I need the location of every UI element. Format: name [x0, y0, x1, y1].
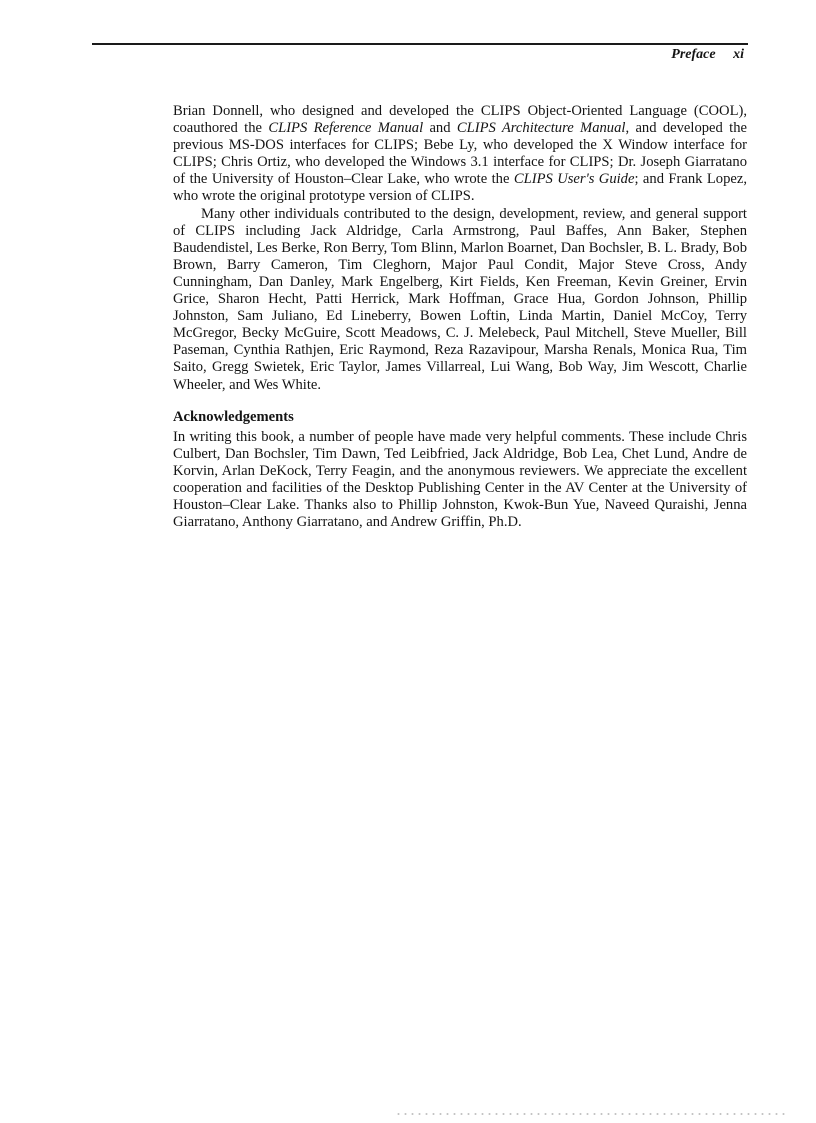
text-run: , and developed the previous MS-DOS interfaces for CLIPS; Bebe Ly, who developed the X Window interface for CLIPS; Chris Ortiz, who developed the Windows 3.1 interface for CLIPS; Dr. Joseph Giarratano of the University of Houston–Clear Lake, who wrote the: [173, 120, 747, 188]
scan-artifact: [395, 1112, 785, 1116]
paragraph-contributors: [173, 103, 747, 206]
acknowledgements-heading: Acknowledgements: [173, 408, 294, 425]
page-body: [173, 103, 747, 531]
italic-title: CLIPS User's Guide: [513, 171, 635, 188]
header-rule: [92, 43, 748, 45]
running-head-section: Preface: [671, 47, 716, 62]
page-number: xi: [733, 47, 744, 62]
paragraph-other-individuals: [173, 206, 747, 394]
text-run: ; and Frank Lopez, who wrote the original prototype version of CLIPS.: [173, 171, 747, 205]
italic-title: CLIPS Reference Manual: [268, 120, 424, 137]
text-run: Many other individuals contributed to the design, development, review, and general support of CLIPS including Jack Aldridge, Carla Armstrong, Paul Baffes, Ann Baker, Stephen Baudendistel, Les Berke, Ron Berry, Tom Blinn, Marlon Boarnet, Dan Bochsler, B. L. Brady, Bob Brown, Barry Cameron, Tim Cleghorn, Major Paul Condit, Major Steve Cross, Andy Cunningham, Dan Danley, Mark Engelberg, Kirt Fields, Ken Freeman, Kevin Greiner, Ervin Grice, Sharon Hecht, Patti Herrick, Mark Hoffman, Grace Hua, Gordon Johnson, Phillip Johnston, Sam Juliano, Ed Lineberry, Bowen Loftin, Linda Martin, Daniel McCoy, Terry McGregor, Becky McGuire, Scott Meadows, C. J. Melebeck, Paul Mitchell, Steve Mueller, Bill Paseman, Cynthia Rathjen, Eric Raymond, Reza Razavipour, Marsha Renals, Monica Rua, Tim Saito, Gregg Swietek, Eric Taylor, James Villarreal, Lui Wang, Bob Way, Jim Wescott, Charlie Wheeler, and Wes White.: [173, 205, 747, 393]
italic-title: CLIPS Architecture Manual: [456, 120, 626, 137]
running-head: [671, 47, 744, 63]
text-run: and: [423, 120, 457, 137]
acknowledgements-paragraph: In writing this book, a number of people have made very helpful comments. These include Chris Culbert, Dan Bochsler, Tim Dawn, Ted Leibfried, Jack Aldridge, Bob Lea, Chet Lund, Andre de Korvin, Arlan DeKock, Terry Feagin, and the anonymous reviewers. We appreciate the excellent cooperation and facilities of the Desktop Publishing Center in the AV Center at the University of Houston–Clear Lake. Thanks also to Phillip Johnston, Kwok-Bun Yue, Naveed Quraishi, Jenna Giarratano, Anthony Giarratano, and Andrew Griffin, Ph.D.: [173, 428, 747, 531]
text-run: Brian Donnell, who designed and developed the CLIPS Object-Oriented Language (COOL), coauthored the: [173, 103, 747, 137]
